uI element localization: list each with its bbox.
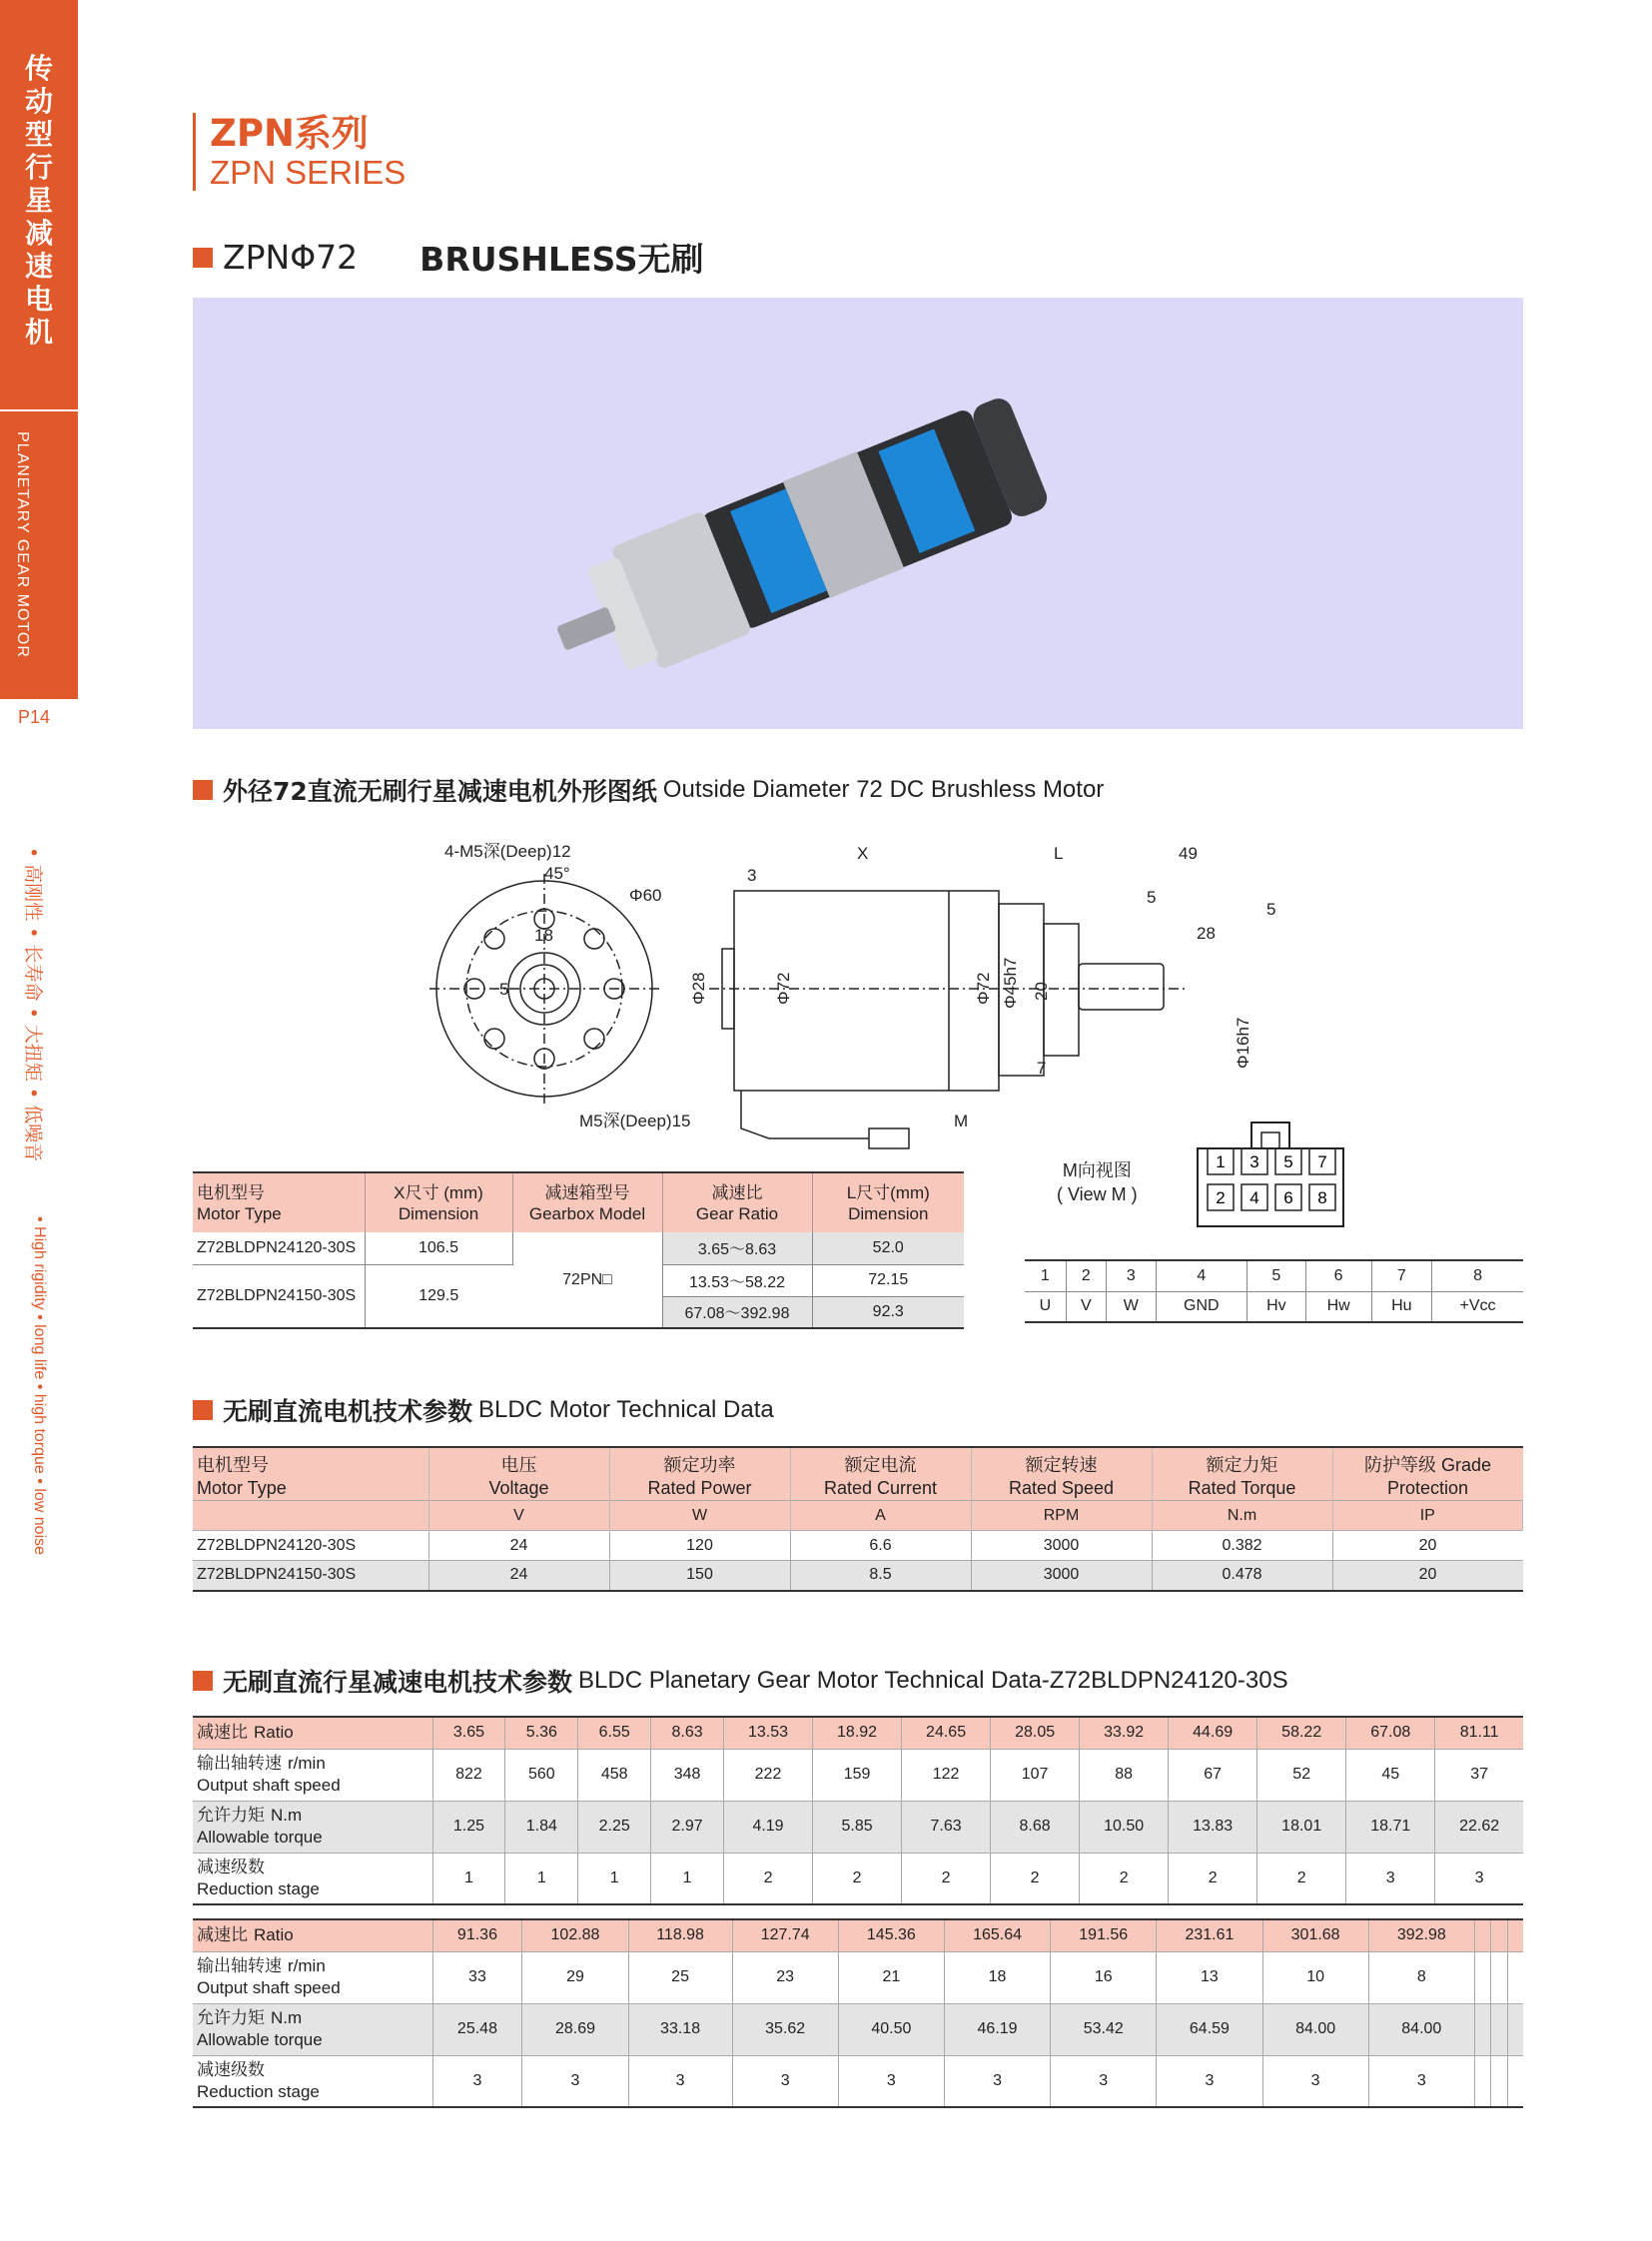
motor-table-header: [1152, 1447, 1332, 1501]
motor-value-cell: 3000: [971, 1531, 1152, 1561]
motor-value-cell: 150: [609, 1561, 790, 1591]
gear-label-en: Ratio: [254, 1925, 294, 1945]
dim-x-value: 106.5: [365, 1232, 512, 1264]
motor-data-table: [193, 1446, 1523, 1592]
gear-data-table-2: [193, 1918, 1523, 2108]
dim-x-value: 129.5: [418, 1286, 459, 1304]
motor-table-header: [1332, 1447, 1523, 1501]
sidebar-features-cn: • 高刚性 • 长寿命 • 大扭矩 • 低噪音: [22, 847, 44, 1162]
connector-pin-label: 5: [1283, 1152, 1293, 1171]
gear-value-cell: 222: [724, 1749, 813, 1801]
gear-row-label: [193, 1749, 432, 1801]
dim-phi60: Φ60: [629, 886, 662, 905]
gear-value-cell: 10: [1262, 1951, 1368, 2003]
dim-28: 28: [1197, 924, 1216, 943]
motor-data-heading-en: BLDC Motor Technical Data: [478, 1396, 774, 1423]
gear-label-en2: Output shaft speed: [197, 1776, 341, 1795]
gear-label-en: N.m: [271, 2008, 303, 2027]
sidebar-en-title: PLANETARY GEAR MOTOR: [14, 431, 31, 658]
dim-l: L: [1054, 844, 1064, 863]
gear-label-en2: Allowable torque: [197, 2030, 323, 2049]
gear-label-en2: Allowable torque: [197, 1828, 323, 1847]
gear-value-cell: 64.59: [1157, 2003, 1262, 2055]
gear-value-cell: 8.68: [991, 1801, 1080, 1853]
motor-table-header: [193, 1447, 428, 1501]
gear-value-cell: [1474, 1951, 1490, 2003]
dim-header-en: Motor Type: [197, 1203, 282, 1223]
pin-number: 4: [1156, 1260, 1246, 1291]
gear-value-cell: 33.92: [1080, 1717, 1169, 1749]
motor-header-cn: 防护等级 Grade: [1363, 1455, 1492, 1475]
gear-value-cell: 1: [505, 1853, 578, 1904]
connector-pin-label: 2: [1216, 1188, 1226, 1207]
pin-signal: U: [1025, 1291, 1066, 1322]
gear-value-cell: 3: [628, 2055, 732, 2107]
motor-header-cn: 电压: [500, 1455, 537, 1475]
pin-signal: Hv: [1247, 1291, 1306, 1322]
gear-value-cell: 28.69: [522, 2003, 628, 2055]
gear-data-heading-cn: 无刷直流行星减速电机技术参数: [223, 1668, 573, 1697]
motor-header-cn: 额定电流: [844, 1455, 917, 1475]
dim-motor-type: Z72BLDPN24150-30S: [193, 1264, 365, 1328]
dim-phi72b: Φ72: [974, 972, 993, 1005]
gear-value-cell: [1507, 2003, 1523, 2055]
dim-l-value: 52.0: [812, 1232, 964, 1264]
gear-value-cell: 159: [813, 1749, 902, 1801]
gear-value-cell: [1491, 1951, 1507, 2003]
dim-5b: 5: [1266, 900, 1276, 919]
gear-value-cell: [1491, 1919, 1507, 1951]
gear-label-cn: 减速比: [197, 1925, 248, 1946]
sidebar-cn-title: [0, 52, 78, 349]
pin-signal: GND: [1156, 1291, 1246, 1322]
motor-header-cn: 额定力矩: [1206, 1455, 1278, 1475]
connector-diagram: [1197, 1117, 1344, 1228]
motor-table-header: [609, 1447, 790, 1501]
gear-value-cell: 25: [628, 1951, 732, 2003]
section-marker-icon: [193, 1400, 213, 1420]
gear-value-cell: 84.00: [1262, 2003, 1368, 2055]
gear-data-heading: [193, 1663, 1288, 1699]
gear-label-cn: 输出轴转速: [197, 1956, 282, 1976]
gear-value-cell: 29: [522, 1951, 628, 2003]
gear-value-cell: 13: [1157, 1951, 1262, 2003]
section-marker-icon: [193, 780, 213, 800]
dim-header-cn: L尺寸(mm): [846, 1182, 930, 1202]
dim-7: 7: [1037, 1059, 1047, 1078]
motor-header-en: Protection: [1386, 1478, 1469, 1498]
motor-value-cell: 24: [428, 1531, 609, 1561]
gear-value-cell: 127.74: [732, 1919, 838, 1951]
dim-header-en: Dimension: [398, 1203, 479, 1223]
gear-row-stage: [193, 1853, 1523, 1904]
motor-value-cell: 0.478: [1152, 1561, 1332, 1591]
pin-signal: Hw: [1305, 1291, 1371, 1322]
gear-value-cell: 107: [991, 1749, 1080, 1801]
motor-type-cell: Z72BLDPN24150-30S: [193, 1561, 428, 1591]
motor-value-cell: 120: [609, 1531, 790, 1561]
gear-value-cell: 2: [1257, 1853, 1346, 1904]
motor-header-cn: 额定功率: [663, 1455, 736, 1475]
dim-ratio: 13.53～58.22: [662, 1264, 812, 1296]
gear-value-cell: 21: [838, 1951, 944, 2003]
gear-value-cell: 1: [651, 1853, 724, 1904]
sidebar-cn-char: 电: [24, 283, 53, 316]
gear-value-cell: 8.63: [651, 1717, 724, 1749]
m-view-label: [1057, 1158, 1138, 1206]
gear-row-label: [193, 1717, 432, 1749]
gear-value-cell: [1507, 1919, 1523, 1951]
m-view-title: M向视图: [1062, 1160, 1132, 1180]
sidebar-cn-char: 速: [24, 250, 53, 283]
pin-signal: Hu: [1371, 1291, 1431, 1322]
gear-value-cell: 91.36: [432, 1919, 522, 1951]
gear-value-cell: 46.19: [944, 2003, 1050, 2055]
gear-value-cell: 165.64: [944, 1919, 1050, 1951]
gear-value-cell: 122: [902, 1749, 991, 1801]
gear-value-cell: 40.50: [838, 2003, 944, 2055]
gear-value-cell: 7.63: [902, 1801, 991, 1853]
pin-number: 5: [1247, 1260, 1306, 1291]
gear-label-cn: 减速级数: [197, 2059, 265, 2080]
gear-value-cell: 24.65: [902, 1717, 991, 1749]
gear-value-cell: 18.01: [1257, 1801, 1346, 1853]
gear-value-cell: 1: [432, 1853, 505, 1904]
gear-value-cell: 28.05: [991, 1717, 1080, 1749]
gear-value-cell: 301.68: [1262, 1919, 1368, 1951]
dimension-table: [193, 1171, 964, 1329]
connector-pin-label: 7: [1317, 1152, 1327, 1171]
gear-row-label: [193, 1919, 432, 1951]
dim-header-cn: 减速箱型号: [544, 1182, 630, 1202]
gear-value-cell: 3: [732, 2055, 838, 2107]
product-type: BRUSHLESS无刷: [419, 240, 704, 279]
motor-unit: A: [790, 1501, 971, 1531]
gear-label-en: r/min: [288, 1754, 326, 1773]
gear-value-cell: 231.61: [1157, 1919, 1262, 1951]
dim-header-cn: X尺寸 (mm): [394, 1182, 483, 1202]
motor-value-cell: 20: [1332, 1531, 1523, 1561]
dim-phi72a: Φ72: [774, 972, 793, 1005]
connector-pin-label: 1: [1216, 1152, 1226, 1171]
pin-signal: W: [1107, 1291, 1156, 1322]
connector-pin-label: 4: [1249, 1188, 1259, 1207]
gear-value-cell: 3: [1435, 1853, 1523, 1904]
gear-row-label: [193, 1801, 432, 1853]
gear-value-cell: 52: [1257, 1749, 1346, 1801]
gear-value-cell: 3: [838, 2055, 944, 2107]
dim-motor-type: Z72BLDPN24120-30S: [193, 1232, 365, 1264]
gear-value-cell: 392.98: [1368, 1919, 1474, 1951]
motor-value-cell: 6.6: [790, 1531, 971, 1561]
gear-value-cell: 33.18: [628, 2003, 732, 2055]
dim-holes: 4-M5深(Deep)12: [444, 842, 571, 861]
sidebar-cn-char: 传: [24, 52, 53, 85]
gear-row-ratio: [193, 1717, 1523, 1749]
motor-data-heading: [193, 1392, 774, 1428]
gear-value-cell: 33: [432, 1951, 522, 2003]
gear-label-cn: 输出轴转速: [197, 1754, 282, 1774]
gear-label-cn: 减速级数: [197, 1857, 265, 1877]
dim-center: M5深(Deep)15: [579, 1112, 691, 1130]
m-view-sub: ( View M ): [1057, 1184, 1138, 1204]
motor-data-heading-cn: 无刷直流电机技术参数: [223, 1397, 473, 1426]
gear-value-cell: 348: [651, 1749, 724, 1801]
sidebar-cn-char: 型: [24, 118, 53, 151]
product-heading: [193, 234, 704, 281]
motor-table-header: [428, 1447, 609, 1501]
pin-table: [1025, 1259, 1523, 1323]
gear-label-en: N.m: [271, 1806, 303, 1825]
gear-value-cell: 3.65: [432, 1717, 505, 1749]
pin-number: 7: [1371, 1260, 1431, 1291]
motor-value-cell: 3000: [971, 1561, 1152, 1591]
dim-header-en: Gearbox Model: [528, 1203, 646, 1223]
sidebar-cn-char: 星: [24, 184, 53, 217]
gear-value-cell: 53.42: [1051, 2003, 1157, 2055]
gear-value-cell: 45: [1346, 1749, 1435, 1801]
dim-ratio: 3.65～8.63: [662, 1232, 812, 1264]
pin-number: 8: [1432, 1260, 1523, 1291]
gear-value-cell: 10.50: [1080, 1801, 1169, 1853]
motor-header-en: Voltage: [488, 1478, 549, 1498]
gear-value-cell: 67: [1169, 1749, 1257, 1801]
gear-row-stage: [193, 2055, 1523, 2107]
gear-value-cell: 13.83: [1169, 1801, 1257, 1853]
gear-value-cell: 2: [991, 1853, 1080, 1904]
pin-number: 2: [1066, 1260, 1106, 1291]
gear-value-cell: 2: [813, 1853, 902, 1904]
gear-value-cell: 5.85: [813, 1801, 902, 1853]
gear-value-cell: 822: [432, 1749, 505, 1801]
dim-5: 5: [499, 980, 509, 999]
sidebar-features-en: • High rigidity • long life • high torque • low noise: [31, 1216, 48, 1556]
gear-value-cell: 18: [944, 1951, 1050, 2003]
gear-value-cell: 18.71: [1346, 1801, 1435, 1853]
dim-header-cn: 减速比: [711, 1182, 763, 1202]
gear-value-cell: [1474, 2003, 1490, 2055]
gear-value-cell: 37: [1435, 1749, 1523, 1801]
dim-phi16: Φ16h7: [1234, 1017, 1252, 1069]
gear-label-cn: 允许力矩: [197, 2008, 265, 2028]
motor-unit: N.m: [1152, 1501, 1332, 1531]
dim-3: 3: [747, 866, 757, 885]
gear-row-label: [193, 2003, 432, 2055]
gear-row-label: [193, 1853, 432, 1904]
gear-value-cell: [1474, 1919, 1490, 1951]
gear-label-cn: 允许力矩: [197, 1806, 265, 1826]
gear-value-cell: [1507, 1951, 1523, 2003]
motor-header-en: Rated Current: [823, 1478, 938, 1498]
gear-value-cell: 1.25: [432, 1801, 505, 1853]
gear-value-cell: 3: [1051, 2055, 1157, 2107]
drawing-section-heading: [193, 772, 1104, 808]
motor-header-en: Rated Speed: [1008, 1478, 1115, 1498]
gear-value-cell: [1491, 2003, 1507, 2055]
motor-header-en: Rated Power: [647, 1478, 752, 1498]
dim-phi28: Φ28: [689, 972, 708, 1005]
gear-label-en2: Reduction stage: [197, 2081, 320, 2101]
motor-header-en: Motor Type: [197, 1478, 287, 1498]
gear-value-cell: 58.22: [1257, 1717, 1346, 1749]
dim-x: X: [857, 844, 869, 863]
gear-value-cell: 6.55: [578, 1717, 651, 1749]
motor-header-en: Rated Torque: [1188, 1478, 1296, 1498]
gear-label-en: Ratio: [254, 1723, 294, 1743]
pin-number: 6: [1305, 1260, 1371, 1291]
gear-value-cell: 1.84: [505, 1801, 578, 1853]
pin-signal: +Vcc: [1432, 1291, 1523, 1322]
gear-value-cell: 3: [432, 2055, 522, 2107]
motor-header-cn: 电机型号: [197, 1455, 269, 1475]
gear-value-cell: 191.56: [1051, 1919, 1157, 1951]
sidebar-cn-char: 动: [24, 85, 53, 118]
gear-value-cell: 25.48: [432, 2003, 522, 2055]
dim-18: 18: [534, 926, 553, 945]
dim-angle: 45°: [544, 864, 570, 883]
gear-value-cell: 3: [944, 2055, 1050, 2107]
dim-ratio: 67.08～392.98: [662, 1296, 812, 1328]
gear-value-cell: 3: [522, 2055, 628, 2107]
page-number: P14: [18, 707, 51, 727]
gear-row-ratio: [193, 1919, 1523, 1951]
gear-value-cell: 145.36: [838, 1919, 944, 1951]
gear-value-cell: 4.19: [724, 1801, 813, 1853]
series-title-en: ZPN SERIES: [210, 154, 407, 191]
gear-value-cell: 458: [578, 1749, 651, 1801]
gear-value-cell: 67.08: [1346, 1717, 1435, 1749]
gear-value-cell: 2: [1169, 1853, 1257, 1904]
gear-label-cn: 减速比: [197, 1723, 248, 1744]
motor-unit: V: [428, 1501, 609, 1531]
motor-unit: IP: [1332, 1501, 1523, 1531]
motor-table-header: [790, 1447, 971, 1501]
gear-value-cell: 35.62: [732, 2003, 838, 2055]
gear-row-speed: [193, 1749, 1523, 1801]
gear-value-cell: 560: [505, 1749, 578, 1801]
gear-row-speed: [193, 1951, 1523, 2003]
gear-value-cell: 5.36: [505, 1717, 578, 1749]
gear-value-cell: 2.25: [578, 1801, 651, 1853]
gear-value-cell: [1491, 2055, 1507, 2107]
gear-value-cell: 2.97: [651, 1801, 724, 1853]
gear-label-en: r/min: [288, 1956, 326, 1975]
gear-row-torque: [193, 2003, 1523, 2055]
dim-20: 20: [1032, 982, 1051, 1001]
section-marker-icon: [193, 1671, 213, 1691]
gear-value-cell: 2: [1080, 1853, 1169, 1904]
gear-value-cell: 102.88: [522, 1919, 628, 1951]
dim-49: 49: [1179, 844, 1198, 863]
gear-value-cell: 2: [724, 1853, 813, 1904]
gear-value-cell: 118.98: [628, 1919, 732, 1951]
dim-5a: 5: [1147, 888, 1157, 907]
motor-unit: RPM: [971, 1501, 1152, 1531]
sidebar-cn-char: 行: [24, 151, 53, 184]
outline-drawing: [429, 829, 1288, 1158]
sidebar-cn-char: 减: [24, 217, 53, 250]
gear-data-table-1: [193, 1716, 1523, 1905]
dim-l-value: 72.15: [812, 1264, 964, 1296]
gear-label-en2: Output shaft speed: [197, 1978, 341, 1997]
motor-value-cell: 8.5: [790, 1561, 971, 1591]
gear-row-label: [193, 2055, 432, 2107]
gear-value-cell: 16: [1051, 1951, 1157, 2003]
motor-value-cell: 24: [428, 1561, 609, 1591]
gear-value-cell: 2: [902, 1853, 991, 1904]
product-photo: [193, 298, 1523, 729]
gear-value-cell: 44.69: [1169, 1717, 1257, 1749]
drawing-heading-cn: 外径72直流无刷行星减速电机外形图纸: [223, 777, 657, 806]
gear-value-cell: 84.00: [1368, 2003, 1474, 2055]
gear-value-cell: 1: [578, 1853, 651, 1904]
dim-header-cn: 电机型号: [197, 1182, 265, 1202]
dim-header-en: Dimension: [848, 1203, 929, 1223]
gear-value-cell: 18.92: [813, 1717, 902, 1749]
gear-value-cell: 3: [1157, 2055, 1262, 2107]
series-title-cn: ZPN系列: [210, 112, 369, 155]
motor-table-header: [971, 1447, 1152, 1501]
product-model: ZPNΦ72: [223, 238, 359, 277]
connector-pin-label: 8: [1317, 1188, 1327, 1207]
motor-value-cell: 20: [1332, 1561, 1523, 1591]
gear-value-cell: 23: [732, 1951, 838, 2003]
section-marker-icon: [193, 248, 213, 268]
motor-unit: [193, 1501, 428, 1531]
gear-value-cell: [1507, 2055, 1523, 2107]
gear-value-cell: 3: [1346, 1853, 1435, 1904]
connector-pin-label: 6: [1283, 1188, 1293, 1207]
drawing-heading-en: Outside Diameter 72 DC Brushless Motor: [662, 776, 1105, 803]
gear-row-label: [193, 1951, 432, 2003]
dim-header-en: Gear Ratio: [695, 1203, 779, 1223]
gear-value-cell: 3: [1368, 2055, 1474, 2107]
motor-unit: W: [609, 1501, 790, 1531]
sidebar-cn-char: 机: [24, 316, 53, 349]
gear-value-cell: 13.53: [724, 1717, 813, 1749]
dim-l-value: 92.3: [812, 1296, 964, 1328]
gear-row-torque: [193, 1801, 1523, 1853]
connector-pin-label: 3: [1249, 1152, 1259, 1171]
pin-number: 3: [1107, 1260, 1156, 1291]
dim-phi45: Φ45h7: [1001, 957, 1020, 1009]
motor-type-cell: Z72BLDPN24120-30S: [193, 1531, 428, 1561]
gear-value-cell: 3: [1262, 2055, 1368, 2107]
pin-number: 1: [1025, 1260, 1066, 1291]
pin-signal: V: [1066, 1291, 1106, 1322]
motor-image: [193, 298, 1523, 729]
gear-data-heading-en: BLDC Planetary Gear Motor Technical Data-Z72BLDPN24120-30S: [578, 1667, 1288, 1694]
gear-label-en2: Reduction stage: [197, 1878, 320, 1898]
gear-value-cell: 8: [1368, 1951, 1474, 2003]
gear-value-cell: 22.62: [1435, 1801, 1523, 1853]
dim-gearbox: 72PN□: [512, 1232, 662, 1328]
motor-value-cell: 0.382: [1152, 1531, 1332, 1561]
gear-value-cell: 81.11: [1435, 1717, 1523, 1749]
motor-header-cn: 额定转速: [1025, 1455, 1098, 1475]
dim-m: M: [954, 1112, 969, 1130]
series-title: [193, 113, 406, 191]
gear-value-cell: 88: [1080, 1749, 1169, 1801]
gear-value-cell: [1474, 2055, 1490, 2107]
sidebar-mid-band: [0, 409, 78, 699]
